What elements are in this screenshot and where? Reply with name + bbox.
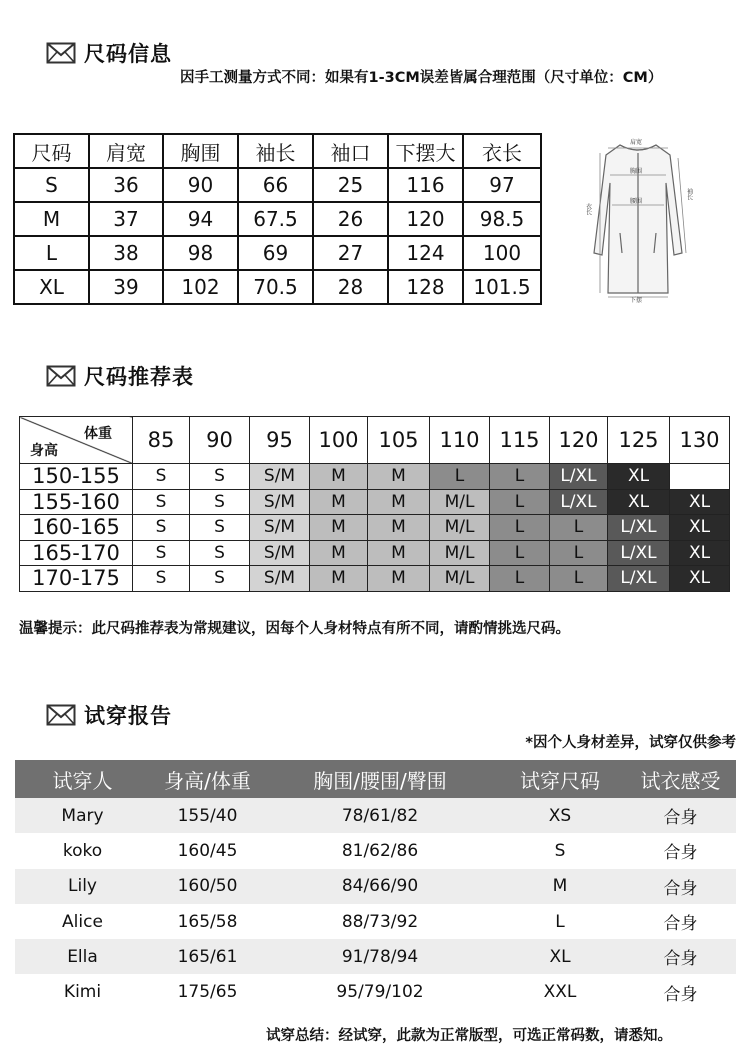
size-header-cell: 下摆大 bbox=[388, 134, 463, 168]
recommend-size-cell: M bbox=[368, 515, 430, 541]
size-cell: 69 bbox=[238, 236, 313, 270]
trial-cell: 95/79/102 bbox=[336, 982, 424, 1003]
recommend-size-cell: L bbox=[490, 540, 550, 566]
size-cell: 26 bbox=[313, 202, 388, 236]
trial-cell: XS bbox=[548, 805, 572, 826]
coat-label-chest: 胸围 bbox=[630, 168, 643, 175]
coat-label-waist: 腰围 bbox=[630, 198, 643, 205]
size-cell: 67.5 bbox=[238, 202, 313, 236]
trial-cell: 84/66/90 bbox=[341, 876, 419, 897]
size-cell: 94 bbox=[163, 202, 238, 236]
recommend-size-cell: L/XL bbox=[608, 515, 670, 541]
recommend-size-cell: S/M bbox=[250, 566, 310, 592]
height-cell: 150-155 bbox=[20, 464, 133, 490]
coat-label-sleeve: 袖长 bbox=[685, 188, 693, 200]
size-cell: 37 bbox=[89, 202, 163, 236]
trial-cell: 合身 bbox=[663, 843, 698, 864]
size-cell: 102 bbox=[163, 270, 238, 304]
recommend-size-cell: XL bbox=[670, 566, 730, 592]
size-cell: M bbox=[14, 202, 89, 236]
size-cell: 98 bbox=[163, 236, 238, 270]
height-cell: 160-165 bbox=[20, 515, 133, 541]
size-cell: 128 bbox=[388, 270, 463, 304]
recommend-size-cell: S bbox=[190, 464, 250, 490]
recommend-size-cell: M bbox=[310, 540, 368, 566]
trial-row bbox=[15, 798, 736, 833]
recommend-row bbox=[20, 566, 730, 592]
recommend-size-cell: S bbox=[190, 515, 250, 541]
trial-cell: 88/73/92 bbox=[341, 911, 419, 932]
recommend-size-cell: L bbox=[490, 489, 550, 515]
weight-header-cell: 110 bbox=[430, 417, 490, 464]
size-cell: 39 bbox=[89, 270, 163, 304]
recommend-size-cell: L/XL bbox=[608, 566, 670, 592]
size-cell: XL bbox=[14, 270, 89, 304]
recommend-size-cell: XL bbox=[670, 540, 730, 566]
trial-cell: koko bbox=[62, 840, 103, 861]
size-cell: 124 bbox=[388, 236, 463, 270]
recommend-size-cell: L bbox=[490, 566, 550, 592]
recommend-size-cell: M bbox=[310, 566, 368, 592]
height-label: 身高 bbox=[30, 443, 58, 459]
weight-header-cell: 90 bbox=[190, 417, 250, 464]
size-cell: 101.5 bbox=[463, 270, 541, 304]
size-header-cell: 胸围 bbox=[163, 134, 238, 168]
recommend-size-cell: S/M bbox=[250, 540, 310, 566]
recommend-size-cell: L bbox=[550, 540, 608, 566]
trial-cell: Lily bbox=[68, 876, 97, 897]
size-cell: 120 bbox=[388, 202, 463, 236]
recommend-size-cell: L bbox=[430, 464, 490, 490]
size-cell: 28 bbox=[313, 270, 388, 304]
trial-table bbox=[15, 760, 736, 1010]
size-cell: 38 bbox=[89, 236, 163, 270]
weight-label: 体重 bbox=[84, 426, 112, 442]
recommend-size-cell: M/L bbox=[430, 540, 490, 566]
size-table bbox=[13, 133, 542, 305]
envelope-icon bbox=[46, 704, 76, 726]
trial-cell: XL bbox=[549, 946, 571, 967]
size-header-cell: 衣长 bbox=[463, 134, 541, 168]
recommend-size-cell: L bbox=[490, 464, 550, 490]
recommend-size-cell: L bbox=[550, 515, 608, 541]
recommend-size-cell: L/XL bbox=[608, 540, 670, 566]
trial-note: *因个人身材差异，试穿仅供参考 bbox=[525, 735, 736, 751]
trial-cell: 160/45 bbox=[177, 840, 238, 861]
coat-diagram bbox=[578, 133, 698, 303]
recommend-size-cell: L bbox=[490, 515, 550, 541]
recommend-size-cell: S/M bbox=[250, 515, 310, 541]
trial-cell: 91/78/94 bbox=[341, 946, 419, 967]
trial-cell: Mary bbox=[61, 805, 104, 826]
recommend-size-cell: XL bbox=[608, 489, 670, 515]
trial-title: 试穿报告 bbox=[84, 704, 172, 728]
size-cell: 98.5 bbox=[463, 202, 541, 236]
size-cell: 25 bbox=[313, 168, 388, 202]
size-recommend-table bbox=[19, 416, 730, 592]
size-cell: 27 bbox=[313, 236, 388, 270]
recommend-row bbox=[20, 540, 730, 566]
recommend-size-cell: M bbox=[310, 464, 368, 490]
coat-label-length: 衣长 bbox=[584, 203, 592, 215]
recommend-size-cell bbox=[670, 464, 730, 490]
size-cell: 100 bbox=[463, 236, 541, 270]
recommend-size-cell: S bbox=[190, 540, 250, 566]
trial-cell: 78/61/82 bbox=[341, 805, 419, 826]
recommend-size-cell: M bbox=[368, 540, 430, 566]
recommend-size-cell: M/L bbox=[430, 515, 490, 541]
recommend-size-cell: S bbox=[133, 464, 190, 490]
weight-header-cell: 95 bbox=[250, 417, 310, 464]
weight-header-cell: 120 bbox=[550, 417, 608, 464]
size-cell: 97 bbox=[463, 168, 541, 202]
recommend-size-cell: M/L bbox=[430, 489, 490, 515]
corner-header bbox=[20, 417, 133, 464]
trial-summary: 试穿总结：经试穿，此款为正常版型，可选正常码数，请悉知。 bbox=[266, 1028, 672, 1044]
size-info-heading bbox=[46, 38, 172, 68]
trial-cell: L bbox=[555, 911, 565, 932]
trial-cell: 合身 bbox=[663, 984, 698, 1005]
trial-header-row bbox=[15, 760, 736, 798]
trial-cell: 155/40 bbox=[177, 805, 238, 826]
recommend-heading bbox=[46, 361, 194, 391]
trial-cell: 合身 bbox=[663, 949, 698, 970]
size-cell: 66 bbox=[238, 168, 313, 202]
trial-row bbox=[15, 974, 736, 1009]
envelope-icon bbox=[46, 42, 76, 64]
recommend-row bbox=[20, 464, 730, 490]
trial-cell: Ella bbox=[67, 946, 98, 967]
size-header-cell: 袖口 bbox=[313, 134, 388, 168]
trial-header-cell: 试穿人 bbox=[52, 768, 113, 793]
recommend-size-cell: M bbox=[368, 464, 430, 490]
recommend-size-cell: M bbox=[310, 515, 368, 541]
trial-header-cell: 试衣感受 bbox=[640, 768, 721, 793]
size-cell: 70.5 bbox=[238, 270, 313, 304]
weight-header-cell: 105 bbox=[368, 417, 430, 464]
recommend-size-cell: L/XL bbox=[550, 464, 608, 490]
trial-cell: 合身 bbox=[663, 808, 698, 829]
weight-header-cell: 100 bbox=[310, 417, 368, 464]
recommend-row bbox=[20, 489, 730, 515]
trial-cell: Kimi bbox=[63, 982, 102, 1003]
trial-row bbox=[15, 833, 736, 868]
recommend-size-cell: M bbox=[310, 489, 368, 515]
trial-header-cell: 身高/体重 bbox=[164, 768, 251, 793]
recommend-size-cell: M/L bbox=[430, 566, 490, 592]
recommend-size-cell: XL bbox=[670, 515, 730, 541]
recommend-row bbox=[20, 515, 730, 541]
size-cell: 116 bbox=[388, 168, 463, 202]
recommend-size-cell: S/M bbox=[250, 464, 310, 490]
trial-row bbox=[15, 904, 736, 939]
recommend-size-cell: XL bbox=[670, 489, 730, 515]
size-table-row bbox=[14, 168, 541, 202]
recommend-size-cell: S bbox=[133, 566, 190, 592]
trial-row bbox=[15, 869, 736, 904]
trial-heading bbox=[46, 700, 172, 730]
trial-header-cell: 试穿尺码 bbox=[520, 768, 600, 793]
weight-header-cell: 130 bbox=[670, 417, 730, 464]
size-cell: 36 bbox=[89, 168, 163, 202]
size-table-row bbox=[14, 270, 541, 304]
size-header-cell: 袖长 bbox=[238, 134, 313, 168]
recommend-size-cell: S bbox=[133, 540, 190, 566]
size-cell: S bbox=[14, 168, 89, 202]
size-table-row bbox=[14, 236, 541, 270]
weight-header-cell: 115 bbox=[490, 417, 550, 464]
recommend-size-cell: L/XL bbox=[550, 489, 608, 515]
height-cell: 165-170 bbox=[20, 540, 133, 566]
height-cell: 170-175 bbox=[20, 566, 133, 592]
size-cell: 90 bbox=[163, 168, 238, 202]
trial-cell: 165/61 bbox=[177, 946, 238, 967]
recommend-tip: 温馨提示：此尺码推荐表为常规建议，因每个人身材特点有所不同，请酌情挑选尺码。 bbox=[19, 621, 570, 637]
trial-cell: 合身 bbox=[663, 878, 698, 899]
size-header-cell: 肩宽 bbox=[89, 134, 163, 168]
trial-cell: 合身 bbox=[663, 914, 698, 935]
recommend-size-cell: M bbox=[368, 566, 430, 592]
trial-cell: S bbox=[554, 840, 566, 861]
height-cell: 155-160 bbox=[20, 489, 133, 515]
size-info-title: 尺码信息 bbox=[84, 42, 172, 66]
size-table-header bbox=[14, 134, 541, 168]
size-header-cell: 尺码 bbox=[14, 134, 89, 168]
recommend-size-cell: L bbox=[550, 566, 608, 592]
envelope-icon bbox=[46, 365, 76, 387]
trial-cell: Alice bbox=[62, 911, 103, 932]
size-cell: L bbox=[14, 236, 89, 270]
trial-cell: M bbox=[552, 876, 568, 897]
weight-header-cell: 85 bbox=[133, 417, 190, 464]
recommend-size-cell: S bbox=[190, 566, 250, 592]
trial-cell: 165/58 bbox=[177, 911, 238, 932]
trial-row bbox=[15, 939, 736, 974]
size-table-row bbox=[14, 202, 541, 236]
trial-cell: XXL bbox=[543, 982, 577, 1003]
recommend-size-cell: S bbox=[133, 515, 190, 541]
trial-cell: 160/50 bbox=[177, 876, 238, 897]
coat-label-hem: 下摆 bbox=[630, 297, 643, 303]
recommend-size-cell: S bbox=[133, 489, 190, 515]
trial-cell: 81/62/86 bbox=[341, 840, 419, 861]
trial-header-cell: 胸围/腰围/臀围 bbox=[313, 768, 447, 793]
coat-label-shoulder: 肩宽 bbox=[630, 139, 643, 146]
trial-cell: 175/65 bbox=[177, 982, 238, 1003]
recommend-title: 尺码推荐表 bbox=[84, 365, 194, 389]
recommend-size-cell: S bbox=[190, 489, 250, 515]
measurement-note: 因手工测量方式不同：如果有1-3CM误差皆属合理范围（尺寸单位：CM） bbox=[180, 70, 663, 86]
recommend-size-cell: M bbox=[368, 489, 430, 515]
recommend-size-cell: XL bbox=[608, 464, 670, 490]
weight-header-cell: 125 bbox=[608, 417, 670, 464]
recommend-size-cell: S/M bbox=[250, 489, 310, 515]
